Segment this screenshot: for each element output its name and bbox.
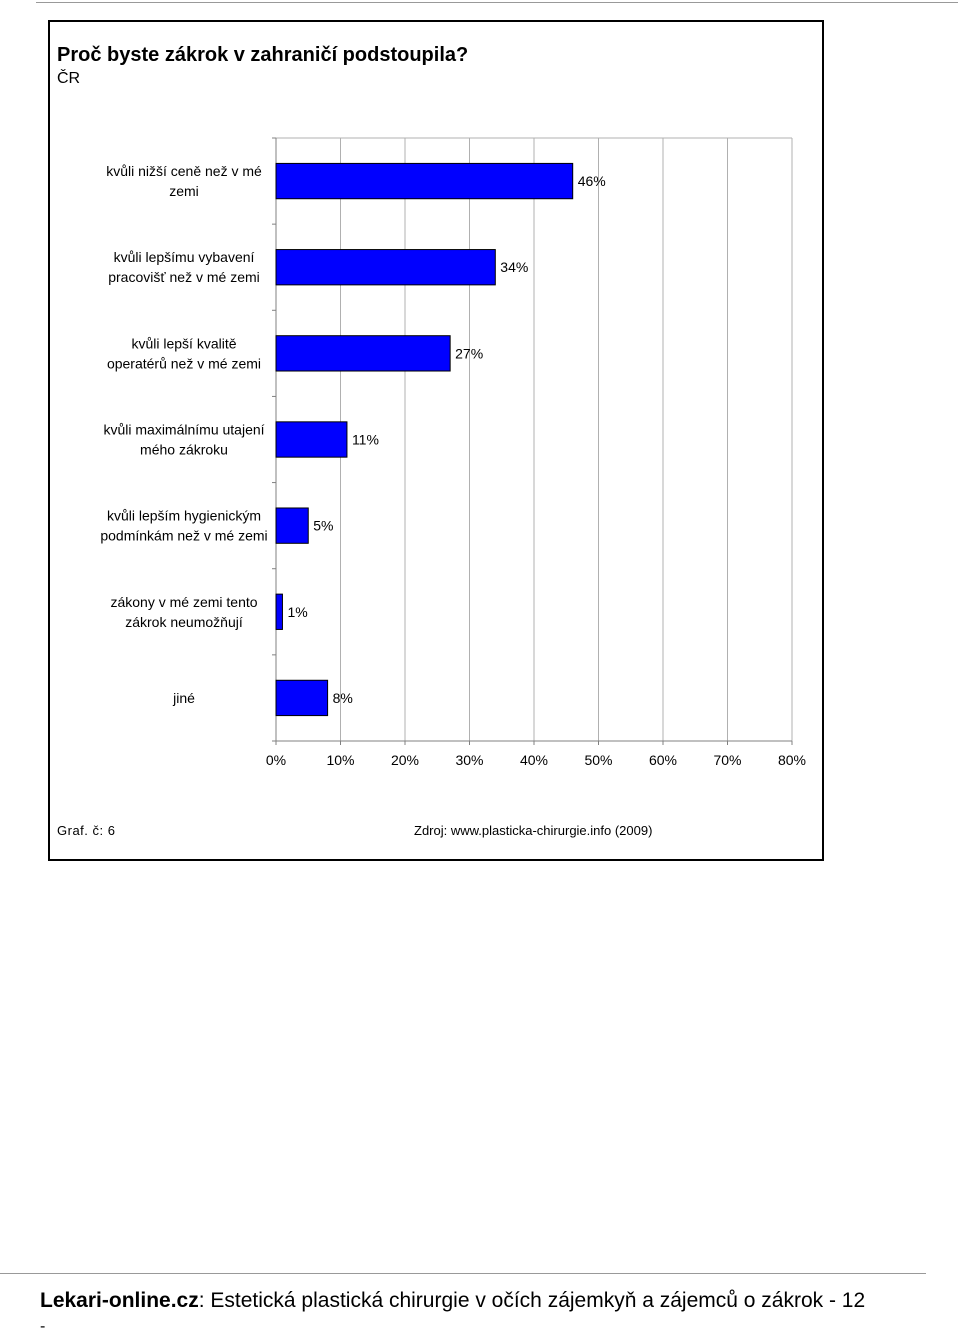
category-label: operatérů než v mé zemi xyxy=(106,355,262,372)
bar xyxy=(276,594,282,629)
category-label: jiné xyxy=(173,689,195,706)
category-label: mého zákroku xyxy=(140,441,228,458)
page-footer xyxy=(40,1289,865,1313)
category-label: kvůli lepšímu vybavení xyxy=(113,249,255,266)
bar xyxy=(276,250,495,285)
category-label: podmínkám než v mé zemi xyxy=(100,527,268,544)
chart-title: Proč byste zákrok v zahraničí podstoupila? xyxy=(57,44,469,66)
category-label: kvůli maximálnímu utajení xyxy=(103,421,265,438)
footer-site-name[interactable]: Lekari-online.cz xyxy=(40,1289,199,1312)
x-tick-label: 60% xyxy=(648,752,678,768)
x-tick-label: 70% xyxy=(713,752,742,768)
data-label: 5% xyxy=(313,517,334,534)
data-label: 11% xyxy=(351,431,379,448)
category-label: zákony v mé zemi tento xyxy=(110,593,258,610)
source-label: Zdroj: www.plasticka-chirurgie.info (2009) xyxy=(414,823,653,838)
x-tick-label: 50% xyxy=(584,752,613,768)
x-tick-label: 20% xyxy=(390,752,420,768)
data-label: 8% xyxy=(332,689,353,706)
category-label: kvůli lepším hygienickým xyxy=(106,507,262,524)
footer-dash: - xyxy=(40,1318,46,1335)
chart-subtitle: ČR xyxy=(57,70,81,87)
category-label: kvůli lepší kvalitě xyxy=(131,335,237,352)
x-tick-label: 40% xyxy=(519,752,549,768)
x-tick-label: 10% xyxy=(326,752,355,768)
category-label: zákrok neumožňují xyxy=(125,613,243,630)
bar xyxy=(276,336,450,371)
bar xyxy=(276,163,573,198)
data-label: 1% xyxy=(287,603,308,620)
x-tick-label: 30% xyxy=(455,752,484,768)
bottom-rule xyxy=(0,1273,926,1274)
category-label: kvůli nižší ceně než v mé xyxy=(106,163,262,180)
x-tick-label: 0% xyxy=(265,752,287,768)
bar xyxy=(276,680,328,715)
x-tick-label: 80% xyxy=(777,752,807,768)
graph-number-label: Graf. č: 6 xyxy=(57,823,116,838)
category-label: zemi xyxy=(169,183,199,200)
data-label: 27% xyxy=(455,345,484,362)
bar xyxy=(276,508,308,543)
data-label: 34% xyxy=(500,259,529,276)
category-label: pracovišť než v mé zemi xyxy=(108,269,260,286)
data-label: 46% xyxy=(577,173,606,190)
bar xyxy=(276,422,347,457)
footer-text: : Estetická plastická chirurgie v očích zájemkyň a zájemců o zákrok - 12 xyxy=(198,1289,866,1312)
